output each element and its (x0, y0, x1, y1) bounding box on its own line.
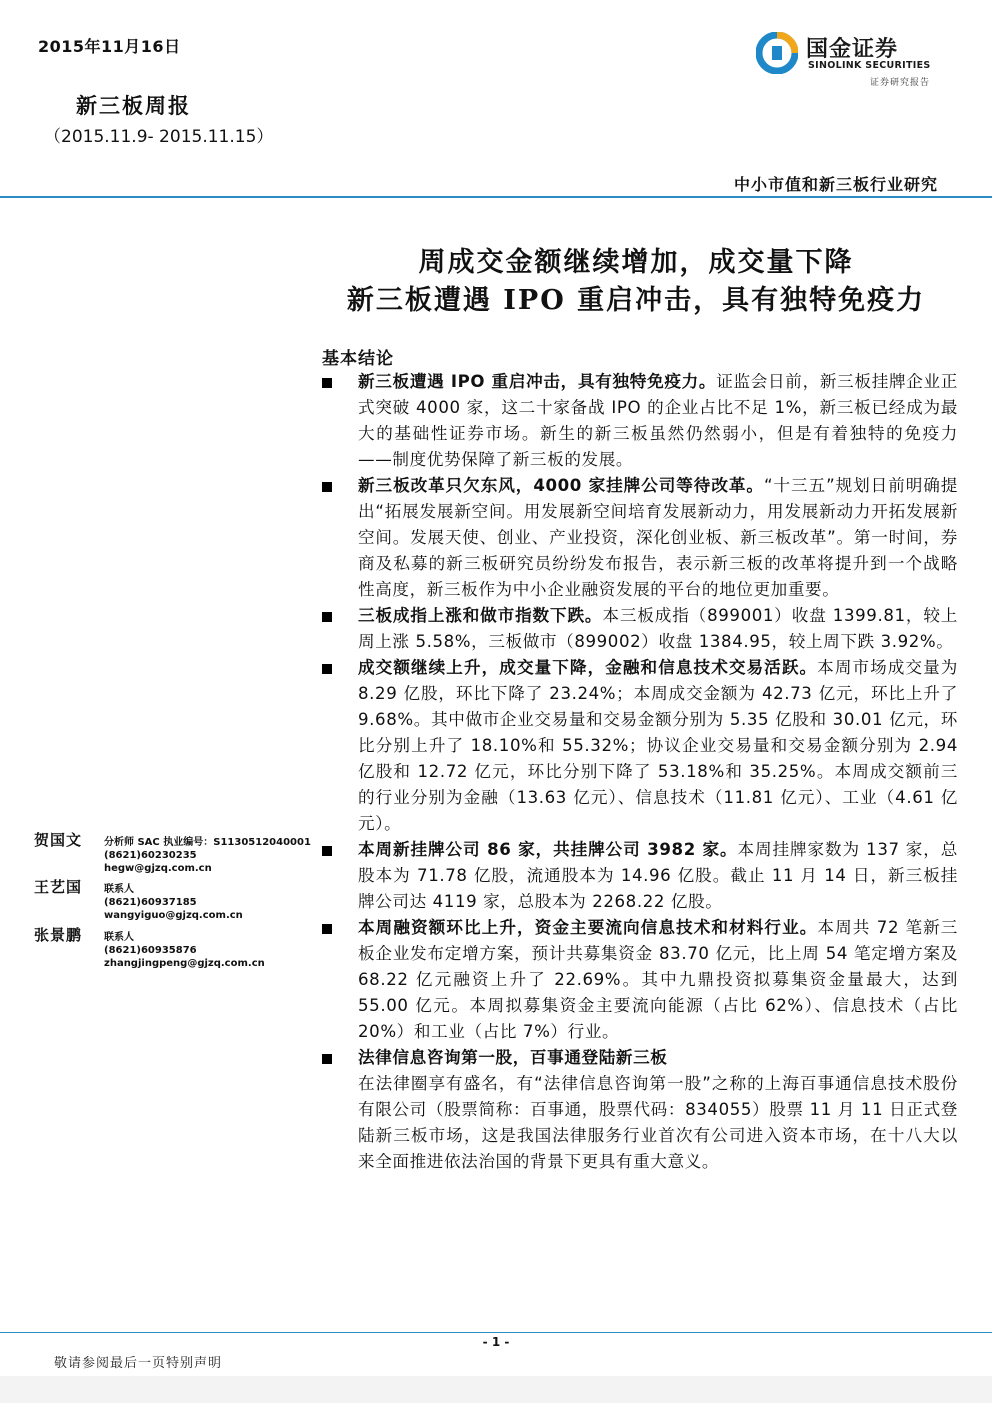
analyst-email[interactable]: hegw@gjzq.com.cn (104, 863, 212, 874)
sinolink-logo-icon (756, 32, 798, 74)
list-item (322, 837, 958, 915)
bullet-square-icon (322, 612, 332, 622)
analyst-role: 联系人 (104, 884, 134, 895)
analyst-name: 贺国文 (34, 831, 83, 849)
bullet-text: “十三五”规划日前明确提出“拓展发展新空间。用发展新空间培育发展新动力，用发展新动力开拓发展新空间。发展天使、创业、产业投资，深化创业板、新三板改革”。第一时间，券商及私募的新三板研究员纷纷发布报告，表示新三板的改革将提升到一个战略性高度，新三板作为中小企业融资发展的平台的地位更加重要。 (358, 476, 958, 599)
bullet-text: 本周共 72 笔新三板企业发布定增方案，预计共募集资金 83.70 亿元，比上周 54 笔定增方案及 68.22 亿元融资上升了 22.69%。其中九鼎投资拟募集资金量最大，达到 55.00 亿元。本周拟募集资金主要流向能源（占比 62%）、信息技术（占比 20%）和工业（占比 7%）行业。 (358, 918, 958, 1041)
bullet-square-icon (322, 378, 332, 388)
analyst-role: 联系人 (104, 932, 134, 943)
bullet-square-icon (322, 482, 332, 492)
report-type: 新三板周报 (76, 93, 191, 118)
bullet-lead: 新三板遭遇 IPO 重启冲击，具有独特免疫力。 (358, 372, 717, 391)
bullet-lead: 本周融资额环比上升，资金主要流向信息技术和材料行业。 (358, 918, 818, 937)
report-title-line-1: 周成交金额继续增加，成交量下降 (418, 247, 854, 278)
analyst-phone: (8621)60937185 (104, 897, 197, 908)
list-item (322, 915, 958, 1045)
footer-band (0, 1376, 992, 1403)
bullet-square-icon (322, 1054, 332, 1064)
bullet-lead: 成交额继续上升，成交量下降，金融和信息技术交易活跃。 (358, 658, 818, 677)
report-date: 2015年11月16日 (38, 37, 181, 56)
logo-name-cn: 国金证券 (806, 37, 899, 62)
logo-name-en: SINOLINK SECURITIES (808, 60, 931, 71)
list-item (322, 603, 958, 655)
analyst-phone: (8621)60935876 (104, 945, 197, 956)
bullet-text: 证监会日前，新三板挂牌企业正式突破 4000 家，这二十家备战 IPO 的企业占比不足 1%，新三板已经成为最大的基础性证券市场。新生的新三板虽然仍然弱小，但是有着独特的免疫力——制度优势保障了新三板的发展。 (358, 372, 959, 469)
company-logo (756, 30, 946, 90)
list-item (322, 369, 958, 473)
page-number: - 1 - (482, 1335, 510, 1349)
list-item (322, 655, 958, 837)
bullet-text: 本周市场成交量为 8.29 亿股，环比下降了 23.24%；本周成交金额为 42.73 亿元，环比上升了 9.68%。其中做市企业交易量和交易金额分别为 5.35 亿股和 30.01 亿元，环比分别上升了 18.10%和 55.32%；协议企业交易量和交易金额分别为 2.94 亿股和 12.72 亿元，环比分别下降了 53.18%和 35.25%。本周成交额前三的行业分别为金融（13.63 亿元）、信息技术（11.81 亿元）、工业（4.61 亿元）。 (358, 658, 958, 833)
bullet-lead: 法律信息咨询第一股，百事通登陆新三板 (358, 1048, 668, 1067)
conclusion-list (322, 369, 958, 1175)
analyst-phone: (8621)60230235 (104, 850, 197, 861)
bullet-square-icon (322, 664, 332, 674)
industry-label: 中小市值和新三板行业研究 (733, 175, 938, 194)
header-divider (0, 196, 992, 198)
report-title-line-2: 新三板遭遇 IPO 重启冲击，具有独特免疫力 (346, 285, 926, 316)
bullet-text: 本三板成指（899001）收盘 1399.81，较上周上涨 5.58%，三板做市（899002）收盘 1384.95，较上周下跌 3.92%。 (358, 606, 958, 651)
bullet-lead: 新三板改革只欠东风，4000 家挂牌公司等待改革。 (358, 476, 764, 495)
disclaimer-note: 敬请参阅最后一页特别声明 (54, 1356, 223, 1371)
list-item (322, 473, 958, 603)
analyst-name: 张景鹏 (34, 926, 83, 944)
bullet-text: 在法律圈享有盛名，有“法律信息咨询第一股”之称的上海百事通信息技术股份有限公司（股票简称：百事通，股票代码：834055）股票 11 月 11 日正式登陆新三板市场，这是我国法律服务行业首次有公司进入资本市场，在十八大以来全面推进依法治国的背景下更具有重大意义。 (358, 1074, 958, 1171)
logo-subtitle: 证券研究报告 (870, 78, 931, 88)
bullet-text: 本周挂牌家数为 137 家，总股本为 71.78 亿股，流通股本为 14.96 亿股。截止 11 月 14 日，新三板挂牌公司达 4119 家，总股本为 2268.22 亿股。 (358, 840, 958, 911)
bullet-lead: 本周新挂牌公司 86 家，共挂牌公司 3982 家。 (358, 840, 738, 859)
bullet-lead: 三板成指上涨和做市指数下跌。 (358, 606, 603, 625)
analyst-email[interactable]: zhangjingpeng@gjzq.com.cn (104, 958, 265, 969)
analyst-name: 王艺国 (34, 878, 83, 896)
section-title: 基本结论 (322, 349, 394, 369)
analyst-role: 分析师 SAC 执业编号：S1130512040001 (104, 837, 311, 848)
footer-divider (0, 1332, 992, 1333)
list-item (322, 1045, 958, 1175)
analyst-email[interactable]: wangyiguo@gjzq.com.cn (104, 910, 243, 921)
report-period: （2015.11.9- 2015.11.15） (44, 127, 274, 147)
